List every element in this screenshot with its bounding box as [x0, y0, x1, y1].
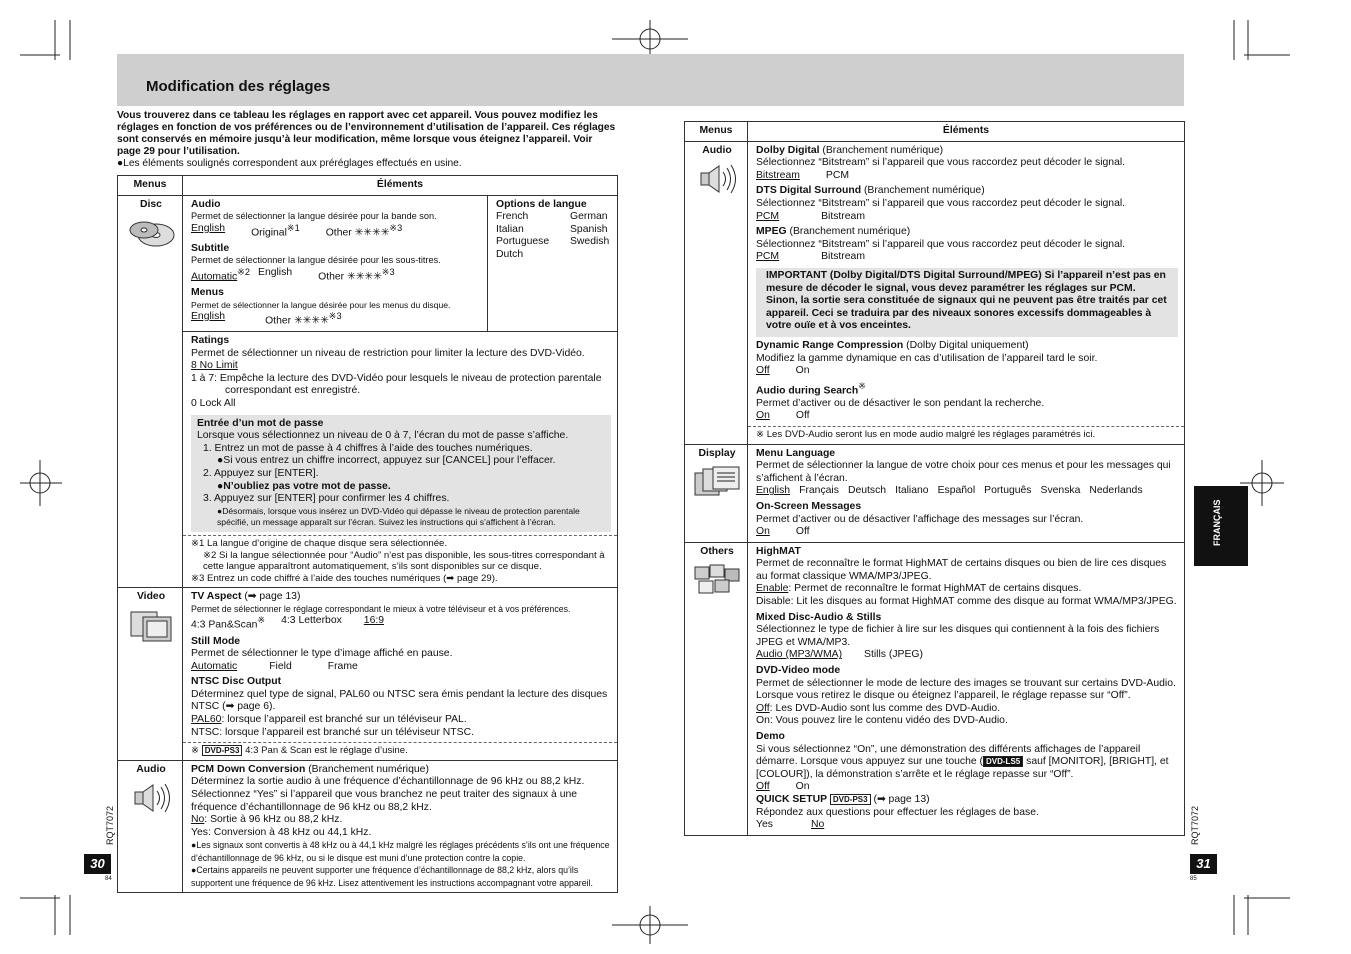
osm-opt-off: Off: [795, 526, 810, 538]
menus-title: Menus: [191, 286, 224, 298]
audio-lang-desc: Permet de sélectionner la langue désirée pour la bande son.: [191, 211, 437, 222]
disc-notes: [191, 538, 611, 584]
menu-label-video: Video: [136, 591, 166, 603]
ml-opt-nederlands: Nederlands: [1089, 485, 1143, 497]
subtitle-desc: Permet de sélectionner la langue désirée pour les sous-titres.: [191, 255, 441, 266]
demo-opt-off: Off: [756, 781, 770, 793]
menu-label-audio: Audio: [702, 144, 732, 156]
speaker-icon: [695, 162, 739, 196]
mixed-opt-stills: Stills (JPEG): [864, 649, 923, 661]
lang-options-title: Options de langue: [496, 198, 587, 210]
ads-opt-off: Off: [795, 410, 810, 422]
dts-opt-bitstream: Bitstream: [821, 210, 865, 222]
dolby-opt-pcm: PCM: [825, 169, 849, 181]
tv-aspect-title: TV Aspect: [191, 591, 242, 603]
display-screens-icon: [693, 465, 741, 499]
password-step3: 3. Appuyez sur [ENTER] pour confirmer les 4 chiffres.: [203, 493, 450, 505]
tiny-code-right: 85: [1190, 876, 1197, 882]
table-row-display: [685, 444, 1185, 542]
ml-opt-deutsch: Deutsch: [847, 485, 887, 497]
col-header-elements: Éléments: [183, 176, 618, 196]
menu-cell-audio: [118, 760, 183, 893]
dvd-ps3-badge: DVD-PS3: [830, 794, 871, 805]
mpeg-desc: Sélectionnez “Bitstream” si l’appareil que vous raccordez peut décoder le signal.: [756, 238, 1126, 250]
drc-sub: (Dolby Digital uniquement): [906, 339, 1029, 351]
quick-setup-title: QUICK SETUP: [756, 793, 828, 805]
tiny-code-left: 84: [105, 876, 112, 882]
password-title: Entrée d’un mot de passe: [197, 417, 324, 429]
drc-opt-on: On: [795, 365, 810, 377]
password-step2: 2. Appuyez sur [ENTER].: [203, 468, 319, 479]
dvd-video-mode-title: DVD-Video mode: [756, 665, 841, 677]
mpeg-opt-bitstream: Bitstream: [821, 251, 865, 263]
dolby-desc: Sélectionnez “Bitstream” si l’appareil que vous raccordez peut décoder le signal.: [756, 157, 1126, 169]
highmat-opt-enable: Enable: Permet de reconnaître le format HighMAT de certains disques.: [756, 583, 1082, 595]
menu-cell-others: [685, 542, 748, 835]
pcm-note-2: ●Certains appareils ne peuvent supporter une fréquence d’échantillonnage de 88,2 kHz, alors qu’ils supportent une fréquence de 96 kHz. Lisez attentivement les instructions accompagnant votre appareil.: [191, 865, 593, 888]
mixed-desc: Sélectionnez le type de fichier à lire sur les disques qui contiennent à la fois des fichiers JPEG et WMA/MP3.: [756, 624, 1160, 648]
drc-title: Dynamic Range Compression: [756, 339, 904, 351]
dvd-video-mode-desc: Permet de sélectionner le mode de lecture des images se trouvant sur certains DVD-Audio. Lorsque vous retirez le disque ou éteignez l’appareil, le réglage repasse sur “Off”.: [756, 677, 1176, 702]
dolby-sub: (Branchement numérique): [822, 144, 944, 156]
ml-opt-english: English: [756, 485, 791, 497]
audio-opt-original: Original$^{※1}$: [251, 222, 300, 239]
lang-options-col2: [570, 211, 609, 261]
menu-cell-display: [685, 444, 748, 542]
dolby-title: Dolby Digital: [756, 144, 820, 156]
pcm-opt-yes: Yes: Conversion à 48 kHz ou 44,1 kHz.: [191, 826, 372, 838]
menu-language-desc: Permet de sélectionner la langue de votre choix pour ces menus et pour les messages qui s’affichent à l’écran.: [756, 460, 1171, 484]
demo-title: Demo: [756, 731, 785, 742]
tv-aspect-ref: (➡ page 13): [244, 591, 301, 603]
ratings-opt-range: 1 à 7: Empêche la lecture des DVD-Vidéo pour lesquels le niveau de protection parentale correspondant est enregistré.: [191, 372, 602, 397]
page-title: Modification des réglages: [146, 78, 331, 95]
page-number-right: 31: [1190, 854, 1217, 874]
ntsc-desc: Déterminez quel type de signal, PAL60 ou NTSC sera émis pendant la lecture des disques NTSC (➡ page 6).: [191, 688, 608, 713]
audio-opt-english: English: [191, 222, 226, 234]
lang-german: German: [570, 211, 608, 223]
still-opt-field: Field: [269, 660, 292, 672]
lang-portuguese: Portuguese: [496, 236, 550, 248]
table-row-others: [685, 542, 1185, 835]
menus-desc: Permet de sélectionner la langue désirée pour les menus du disque.: [191, 299, 451, 310]
lang-spanish: Spanish: [570, 223, 608, 235]
ads-desc: Permet d’activer ou de désactiver le son pendant la recherche.: [756, 397, 1045, 409]
lang-swedish: Swedish: [570, 236, 610, 248]
video-note: ※ DVD-PS3 4:3 Pan & Scan est le réglage d’usine.: [191, 745, 408, 757]
menu-label-disc: Disc: [140, 198, 162, 210]
password-step1-note: ●Si vous entrez un chiffre incorrect, appuyez sur [CANCEL] pour l’effacer.: [217, 455, 556, 467]
subtitle-opt-english: English: [258, 266, 293, 278]
menu-cell-disc: [118, 195, 183, 588]
menu-label-audio: Audio: [136, 763, 166, 775]
disc-note-1: ※1 La langue d’origine de chaque disque sera sélectionnée.: [191, 537, 448, 549]
menu-language-options: [756, 485, 1178, 498]
ratings-title: Ratings: [191, 335, 230, 347]
ml-opt-italiano: Italiano: [895, 485, 929, 497]
table-row-video: [118, 588, 618, 761]
demo-opt-on: On: [795, 781, 810, 793]
still-opt-automatic: Automatic: [191, 660, 238, 672]
dvd-ps3-badge: DVD-PS3: [202, 745, 243, 756]
still-mode-desc: Permet de sélectionner le type d’image affiché en pause.: [191, 648, 453, 660]
highmat-desc: Permet de reconnaître le format HighMAT de certains disques ou bien de lire ces disques au format classique WMA/MP3/JPEG.: [756, 558, 1167, 582]
lang-dutch: Dutch: [496, 248, 524, 260]
demo-desc: Si vous sélectionnez “On”, une démonstration des différents affichages de l’appareil démarre. Lorsque vous appuyez sur une touche ( DVD-LS5 sauf [MONITOR], [BRIGHT], et [COLOUR]), la démonstration s’arrête et le réglage repasse sur “Off”.: [756, 743, 1169, 780]
intro-note: ●Les éléments soulignés correspondent aux préréglages effectués en usine.: [117, 158, 462, 169]
quick-setup-ref: (➡ page 13): [873, 793, 930, 805]
audio-lang-title: Audio: [191, 198, 221, 210]
col-header-menus: Menus: [685, 122, 748, 142]
table-header-row: [118, 176, 618, 196]
col-header-menus: Menus: [118, 176, 183, 196]
drc-opt-off: Off: [756, 365, 770, 377]
password-step1: 1. Entrez un mot de passe à 4 chiffres à l’aide des touches numériques.: [203, 442, 533, 454]
ntsc-title: NTSC Disc Output: [191, 676, 282, 688]
table-row-audio: Audio Dolby Digital (Branchement numérique) Sélectionnez “Bitstream” si l’appareil que vous raccordez peut décoder le signal. Bitstream PCM DTS Digital Surround (Branchement numérique) Sélectionnez “Bitstream” si l’appareil que vous raccordez peut décoder le signal. PCM Bitstream MPEG (Branchement numérique) Sélectionnez “Bitstream” si l’appareil que vous raccordez peut décoder le signal. PCM Bitstream IMPORTANT (Dolby Digital/DTS Digital Surround/MPEG) Si l’appareil n’est pas en mesure de décoder le signal, vous devez paramétrer les réglages sur PCM. Sinon, la sortie sera constituée de signaux qui ne peuvent pas être traités par cet appareil. Ceci se traduira par des niveaux sonores excessifs dommageables à votre ouïe et à vos enceintes. Dynamic Range Compression (Dolby Digital uniquement) Modifiez la gamme dynamique en cas d’utilisation de l’appareil tard le soir. Off On Audio during Search※ Permet d’activer ou de désactiver le son pendant la recherche. On Off ※ Les DVD-Audio seront lus en mode audio malgré les réglages paramétrés ici.: [685, 141, 1185, 444]
speaker-icon: [129, 781, 173, 815]
ratings-opt-lockall: 0 Lock All: [191, 398, 236, 410]
subtitle-opt-other: Other ✳✳✳✳$^{※3}$: [318, 266, 395, 283]
osm-title: On-Screen Messages: [756, 500, 862, 512]
mixed-opt-audio: Audio (MP3/WMA): [756, 649, 843, 661]
tv-opt-169: 16:9: [363, 615, 385, 627]
menu-label-others: Others: [700, 545, 734, 557]
page-number-left: 30: [84, 854, 111, 874]
pcm-note-1: ●Les signaux sont convertis à 48 kHz ou à 44,1 kHz malgré les réglages précédents s’ils ont une fréquence d’échantillonnage de 96 kHz, ou si le disque est muni d’une protection contre la copie.: [191, 840, 610, 863]
mpeg-title: MPEG: [756, 226, 787, 238]
menus-opt-english: English: [191, 311, 226, 322]
settings-table-right: [684, 121, 1185, 836]
dvd-video-mode-opt-off: Off: Les DVD-Audio sont lus comme des DVD-Audio.: [756, 702, 1001, 714]
tv-opt-letterbox: 4:3 Letterbox: [281, 615, 342, 627]
osm-opt-on: On: [756, 526, 770, 538]
ml-opt-espanol: Español: [937, 485, 976, 497]
password-box: [191, 415, 611, 532]
audio-opt-other: Other ✳✳✳✳$^{※3}$: [325, 222, 403, 239]
quick-setup-opt-yes: Yes: [756, 819, 773, 831]
dolby-opt-bitstream: Bitstream: [756, 169, 800, 181]
language-side-tab-label: FRANÇAIS: [1212, 499, 1222, 546]
tv-opt-panscan: 4:3 Pan&Scan※: [191, 615, 266, 631]
audio-foot-note: ※ Les DVD-Audio seront lus en mode audio malgré les réglages paramétrés ici.: [756, 428, 1096, 440]
disc-note-3: ※3 Entrez un code chiffré à l’aide des touches numériques (➡ page 29).: [191, 572, 498, 584]
pcm-title: PCM Down Conversion: [191, 763, 306, 775]
ntsc-opt-pal60: PAL60: lorsque l’appareil est branché sur un téléviseur PAL.: [191, 714, 467, 726]
tv-screen-icon: [129, 609, 173, 643]
table-row-disc: [118, 195, 618, 588]
menu-language-title: Menu Language: [756, 447, 836, 459]
lang-options-col1: [496, 211, 570, 261]
disc-icon: [126, 216, 176, 250]
highmat-title: HighMAT: [756, 545, 801, 557]
ratings-opt-nolimit: 8 No Limit: [191, 360, 238, 372]
dts-opt-pcm: PCM: [756, 210, 780, 222]
table-header-row: [685, 122, 1185, 142]
pcm-opt-no: No: Sortie à 96 kHz ou 88,2 kHz.: [191, 814, 343, 826]
ads-title: Audio during Search: [756, 385, 859, 397]
ntsc-opt-ntsc: NTSC: lorsque l’appareil est branché sur un téléviseur NTSC.: [191, 726, 474, 738]
pcm-sub: (Branchement numérique): [308, 763, 429, 775]
highmat-opt-disable: Disable: Lit les disques au format HighMAT comme des disque au format WMA/MP3/JPEG.: [756, 596, 1177, 608]
doc-code-left: RQT7072: [105, 805, 115, 845]
subtitle-opt-automatic: Automatic$^{※2}$: [191, 266, 251, 283]
intro-text: Vous trouverez dans ce tableau les réglages en rapport avec cet appareil. Vous pouvez modifiez les réglages en fonction de vos préférences ou de l’environnement d’utilisation de l’appareil. Ces réglages sont conservés en mémoire jusqu’à leur modification, même lorsque vous éteignez l’appareil. Voir page 29 pour l’utilisation.: [117, 110, 616, 157]
still-opt-frame: Frame: [327, 660, 358, 672]
mpeg-sub: (Branchement numérique): [789, 226, 911, 238]
mixed-title: Mixed Disc-Audio & Stills: [756, 611, 882, 623]
mpeg-opt-pcm: PCM: [756, 251, 780, 263]
drc-desc: Modifiez la gamme dynamique en cas d’utilisation de l’appareil tard le soir.: [756, 352, 1098, 364]
lang-french: French: [496, 211, 529, 223]
osm-desc: Permet d’activer ou de désactiver l’affichage des messages sur l’écran.: [756, 513, 1084, 525]
quick-setup-opt-no: No: [810, 819, 825, 831]
col-header-elements: Éléments: [748, 122, 1185, 142]
settings-table-left: [117, 175, 618, 893]
others-cubes-icon: [693, 563, 741, 597]
menu-label-display: Display: [698, 447, 736, 459]
subtitle-title: Subtitle: [191, 242, 230, 254]
dts-sub: (Branchement numérique): [863, 185, 985, 197]
password-step3-note: ●Désormais, lorsque vous insérez un DVD-Vidéo qui dépasse le niveau de protection parentale spécifié, un message apparaît sur l’écran. Suivez les instructions qui s’affichent à l’écran.: [217, 505, 580, 528]
dts-title: DTS Digital Surround: [756, 185, 862, 197]
menus-opt-other: Other ✳✳✳✳$^{※3}$: [265, 311, 342, 327]
ml-opt-francais: Français: [799, 485, 839, 497]
dvd-ls5-badge: DVD-LS5: [983, 756, 1023, 767]
pcm-desc: Déterminez la sortie audio à une fréquence d’échantillonnage de 96 kHz ou 88,2 kHz. Sélectionnez “Yes” si l’appareil que vous branchez ne peut traiter des signaux à une fréquence d’échantillonnage de 96 kHz ou 88,2 kHz.: [191, 776, 585, 813]
quick-setup-desc: Répondez aux questions pour effectuer les réglages de base.: [756, 806, 1039, 818]
important-box: IMPORTANT (Dolby Digital/DTS Digital Surround/MPEG) Si l’appareil n’est pas en mesure de décoder le signal, vous devez paramétrer les réglages sur PCM. Sinon, la sortie sera constituée de signaux qui ne peuvent pas être traités par cet appareil. Ceci se traduira par des niveaux sonores excessifs dommageables à votre ouïe et à vos enceintes.: [756, 268, 1178, 337]
menu-cell-audio: [685, 141, 748, 444]
password-step2-note: ●N’oubliez pas votre mot de passe.: [217, 480, 391, 492]
still-mode-title: Still Mode: [191, 635, 241, 647]
dts-desc: Sélectionnez “Bitstream” si l’appareil que vous raccordez peut décoder le signal.: [756, 197, 1126, 209]
tv-aspect-desc: Permet de sélectionner le réglage correspondant le mieux à votre téléviseur et à vos préférences.: [191, 603, 571, 614]
ads-opt-on: On: [756, 410, 770, 422]
ml-opt-svenska: Svenska: [1040, 485, 1081, 497]
doc-code-right: RQT7072: [1190, 805, 1200, 845]
password-desc: Lorsque vous sélectionnez un niveau de 0 à 7, l’écran du mot de passe s’affiche.: [197, 430, 569, 442]
ml-opt-portugues: Português: [984, 485, 1032, 497]
disc-note-2: ※2 Si la langue sélectionnée pour “Audio” n’est pas disponible, les sous-titres correspondant à cette langue apparaîtront automatiquement, s’ils sont disponibles sur ce disque.: [203, 549, 605, 573]
language-side-tab: [1194, 486, 1248, 566]
dvd-video-mode-opt-on: On: Vous pouvez lire le contenu vidéo des DVD-Audio.: [756, 715, 1008, 727]
menu-cell-video: [118, 588, 183, 761]
table-row-audio: [118, 760, 618, 893]
ratings-desc: Permet de sélectionner un niveau de restriction pour limiter la lecture des DVD-Vidéo.: [191, 347, 585, 359]
lang-italian: Italian: [496, 223, 524, 235]
